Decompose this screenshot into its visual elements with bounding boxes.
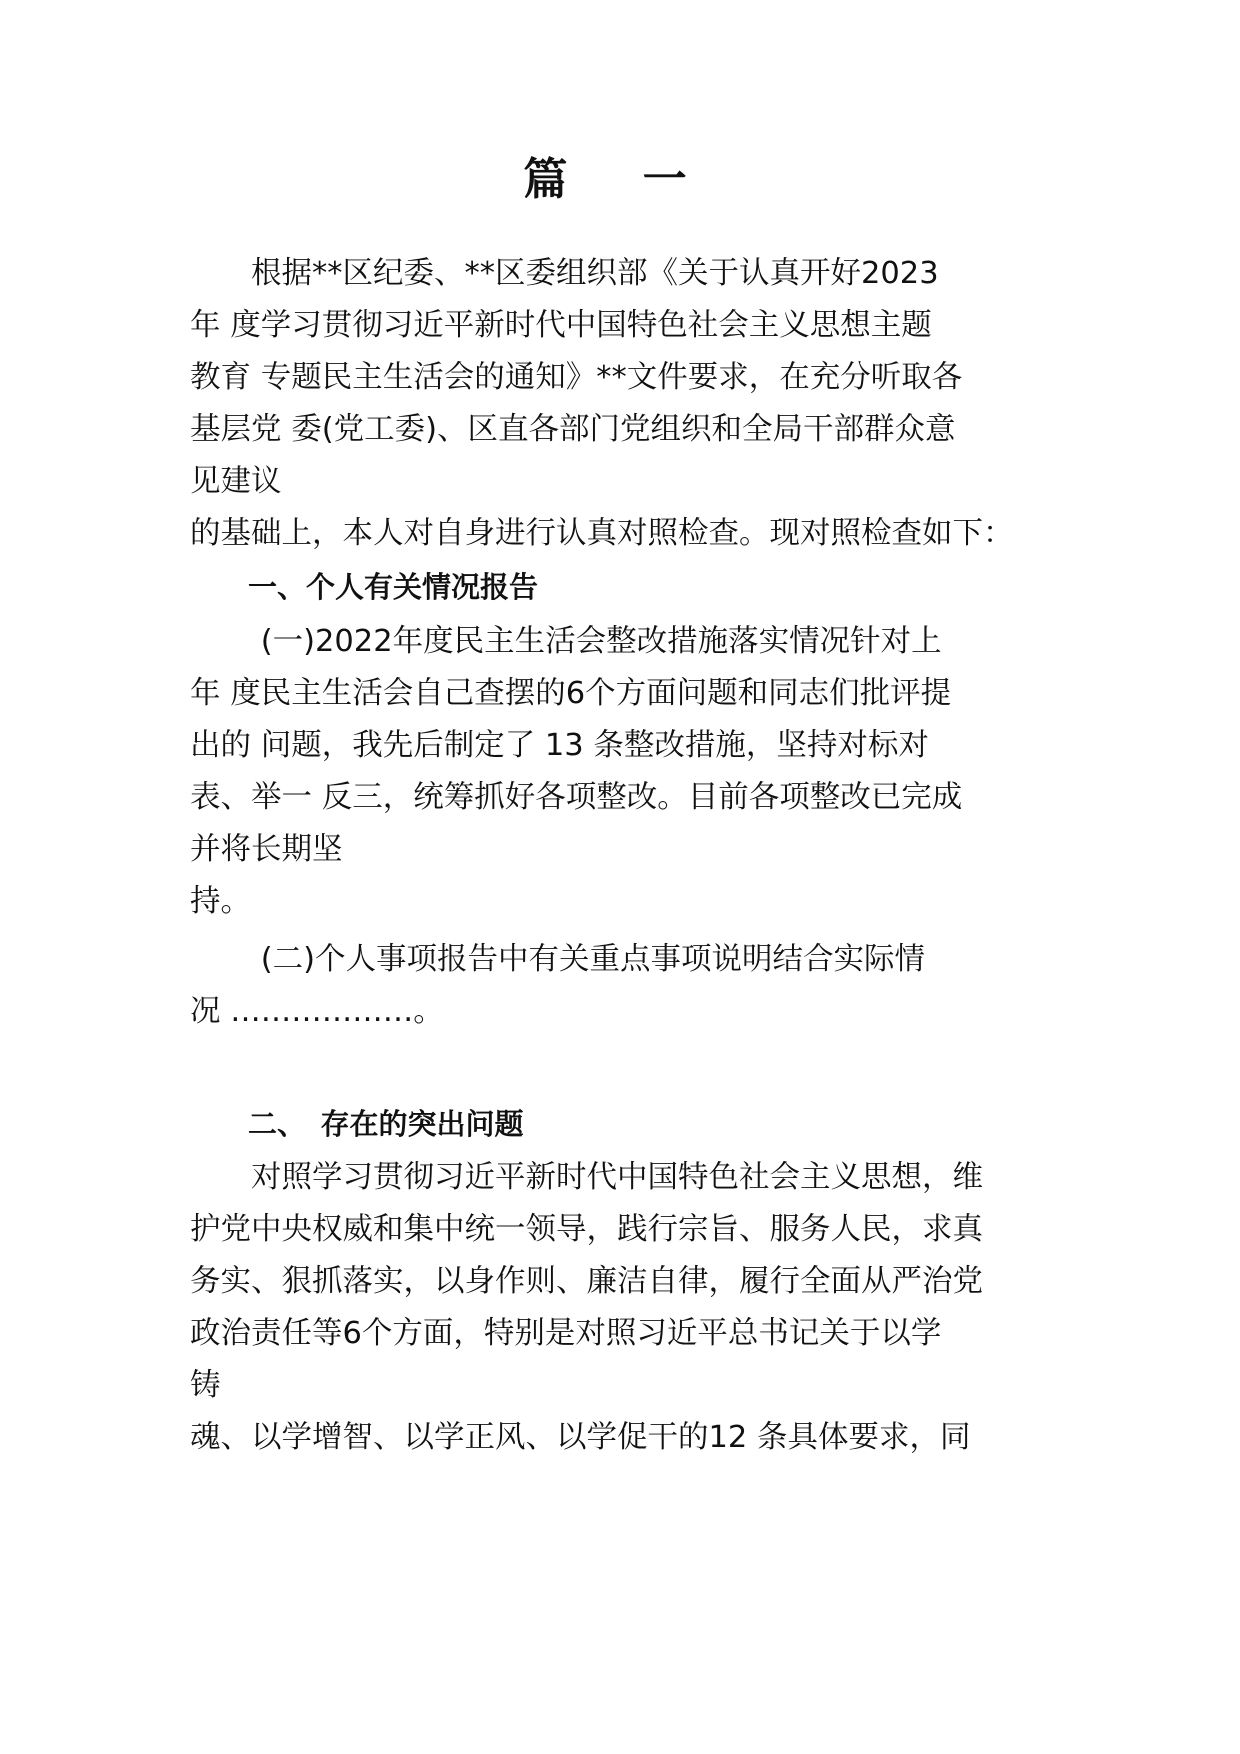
paragraph-line-5: 见建议	[190, 464, 282, 499]
paragraph-line-4: 基层党 委(党工委)、区直各部门党组织和全局干部群众意	[190, 412, 956, 447]
paragraph-line-7: (一)2022年度民主生活会整改措施落实情况针对上	[190, 624, 942, 659]
section-heading-1: 一、个人有关情况报告	[190, 570, 539, 604]
paragraph-line-12: 持。	[190, 884, 251, 919]
paragraph-line-16: 护党中央权威和集中统一领导，践行宗旨、服务人民，求真	[190, 1212, 983, 1247]
paragraph-line-3: 教育 专题民主生活会的通知》**文件要求，在充分听取各	[190, 360, 963, 395]
paragraph-line-11: 并将长期坚	[190, 832, 343, 867]
paragraph-line-9: 出的 问题，我先后制定了 13 条整改措施，坚持对标对	[190, 728, 929, 763]
paragraph-line-8: 年 度民主生活会自己查摆的6个方面问题和同志们批评提	[190, 676, 952, 711]
paragraph-line-1: 根据**区纪委、**区委组织部《关于认真开好2023	[190, 256, 939, 291]
section-heading-2: 二、 存在的突出问题	[190, 1107, 524, 1141]
paragraph-line-13: (二)个人事项报告中有关重点事项说明结合实际情	[190, 942, 925, 977]
paragraph-line-14: 况 ………………。	[190, 994, 444, 1029]
paragraph-line-15: 对照学习贯彻习近平新时代中国特色社会主义思想，维	[190, 1160, 983, 1195]
paragraph-line-17: 务实、狠抓落实，以身作则、廉洁自律，履行全面从严治党	[190, 1264, 983, 1299]
paragraph-line-6: 的基础上，本人对自身进行认真对照检查。现对照检查如下：	[190, 516, 1014, 551]
document-title: 篇 一	[523, 154, 717, 205]
paragraph-line-2: 年 度学习贯彻习近平新时代中国特色社会主义思想主题	[190, 308, 932, 343]
paragraph-line-20: 魂、以学增智、以学正风、以学促干的12 条具体要求，同	[190, 1420, 971, 1455]
paragraph-line-18: 政治责任等6个方面，特别是对照习近平总书记关于以学	[190, 1316, 942, 1351]
paragraph-line-19: 铸	[190, 1368, 221, 1403]
paragraph-line-10: 表、举一 反三，统筹抓好各项整改。目前各项整改已完成	[190, 780, 963, 815]
